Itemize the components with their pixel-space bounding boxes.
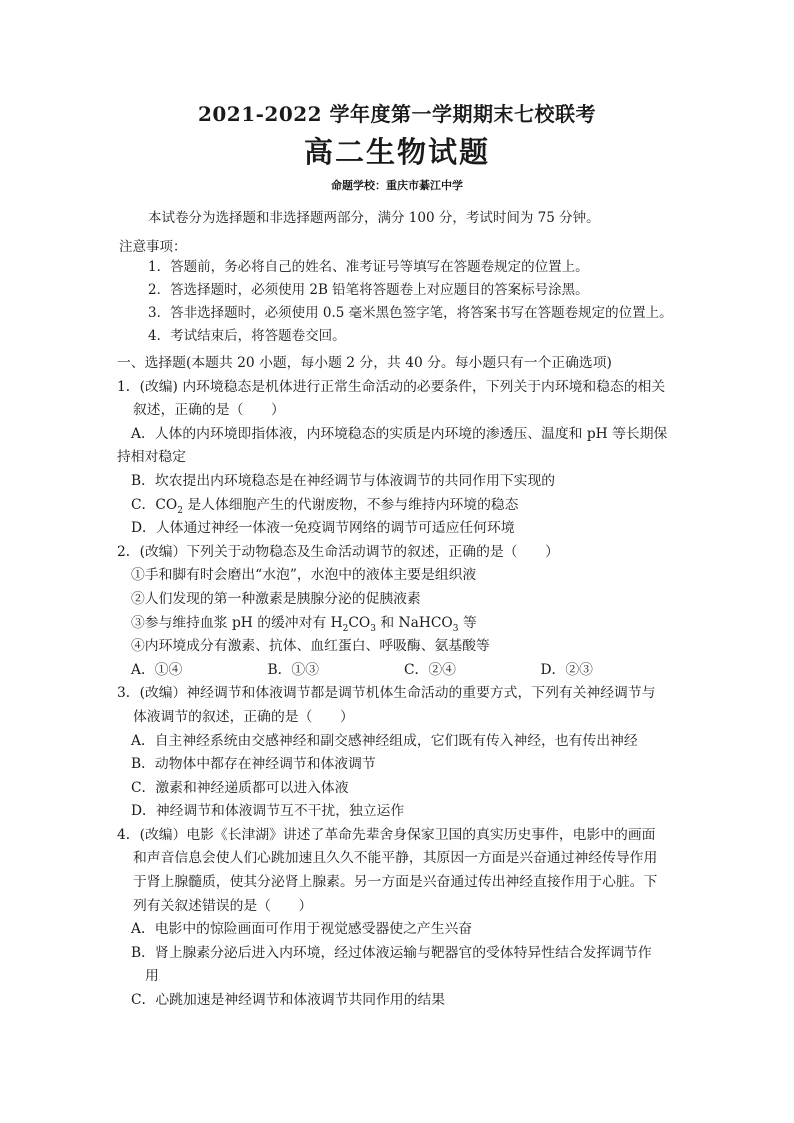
- option-a-cont: 持相对稳定: [117, 449, 186, 466]
- exam-title: 2021-2022 学年度第一学期期末七校联考: [197, 102, 597, 126]
- option-d: D．人体通过神经一体液一免疫调节网络的调节可适应任何环境: [131, 520, 515, 537]
- question-3: [117, 682, 677, 824]
- choice-c: C．②④: [404, 661, 456, 678]
- note-item: 1．答题前，务必将自己的姓名、准考证号等填写在答题卷规定的位置上。: [148, 259, 589, 275]
- answer-choices: [117, 659, 677, 683]
- statement-3: ③参与维持血浆 pH 的缓冲对有 $H_2CO_3$ 和 NaHCO$_3$ 等: [131, 614, 477, 634]
- question-stem-cont: 列有关叙述错误的是（ ）: [133, 897, 313, 914]
- question-stem: 2．(改编）下列关于动物稳态及生命活动调节的叙述，正确的是（ ）: [117, 543, 559, 560]
- question-content: [117, 352, 677, 1013]
- note-item: 4．考试结束后，将答题卷交回。: [148, 328, 346, 344]
- question-stem-cont: 和声音信息会使人们心跳加速且久久不能平静，其原因一方面是兴奋通过神经传导作用: [133, 850, 658, 867]
- option-d: D．神经调节和体液调节互不干扰，独立运作: [131, 803, 405, 820]
- statement-1: ①手和脚有时会磨出“水泡”，水泡中的液体主要是组织液: [131, 567, 477, 584]
- option-c: C．$CO_2$ 是人体细胞产生的代谢废物，不参与维持内环境的稳态: [131, 496, 519, 516]
- question-stem-cont: 体液调节的叙述，正确的是（ ）: [133, 708, 354, 725]
- question-2: [117, 541, 677, 683]
- option-a: A．自主神经系统由交感神经和副交感神经组成，它们既有传入神经，也有传出神经: [131, 732, 638, 749]
- section-title: 一、选择题(本题共 20 小题，每小题 2 分，共 40 分。每小题只有一个正确选项): [117, 355, 612, 371]
- exam-school: 命题学校：重庆市綦江中学: [331, 179, 463, 192]
- exam-subject-title: 高二生物试题: [303, 135, 490, 169]
- question-4: [117, 824, 677, 1013]
- option-b: B．肾上腺素分泌后进入内环境，经过体液运输与靶器官的受体特异性结合发挥调节作: [131, 944, 652, 961]
- choice-d: D．②③: [540, 661, 593, 678]
- question-stem-cont: 于肾上腺髓质，使其分泌肾上腺素。另一方面是兴奋通过传出神经直接作用于心脏。下: [133, 874, 658, 891]
- question-stem: 3．(改编）神经调节和体液调节都是调节机体生命活动的重要方式，下列有关神经调节与: [117, 685, 656, 702]
- choice-a: A．①④: [131, 661, 183, 678]
- option-a: A．电影中的惊险画面可作用于视觉感受器使之产生兴奋: [131, 921, 473, 938]
- option-b: B．动物体中都存在神经调节和体液调节: [131, 756, 376, 773]
- question-1: [117, 376, 677, 541]
- question-stem-cont: 叙述，正确的是（ ）: [133, 402, 285, 419]
- option-b-cont: 用: [145, 968, 159, 985]
- statement-4: ④内环境成分有激素、抗体、血红蛋白、呼吸酶、氨基酸等: [131, 638, 490, 655]
- note-item: 2．答选择题时，必须使用 2B 铅笔将答题卷上对应题目的答案标号涂黑。: [148, 282, 589, 298]
- option-c: C．激素和神经递质都可以进入体液: [131, 779, 349, 796]
- note-item: 3．答非选择题时，必须使用 0.5 毫米黑色签字笔，将答案书写在答题卷规定的位置上。: [148, 305, 673, 321]
- option-c: C．心跳加速是神经调节和体液调节共同作用的结果: [131, 992, 446, 1009]
- choice-b: B．①③: [267, 661, 320, 678]
- question-stem: 4．(改编）电影《长津湖》讲述了革命先辈舍身保家卫国的真实历史事件，电影中的画面: [117, 826, 656, 843]
- notes-heading: 注意事项：: [119, 239, 187, 255]
- question-stem: 1．(改编) 内环境稳态是机体进行正常生命活动的必要条件，下列关于内环境和稳态的相关: [117, 378, 666, 395]
- option-b: B．坎农提出内环境稳态是在神经调节与体液调节的共同作用下实现的: [131, 472, 556, 489]
- exam-intro: 本试卷分为选择题和非选择题两部分，满分 100 分，考试时间为 75 分钟。: [148, 210, 600, 226]
- notes-list: [148, 256, 673, 348]
- statement-2: ②人们发现的第一种激素是胰腺分泌的促胰液素: [131, 590, 421, 607]
- option-a: A．人体的内环境即指体液，内环境稳态的实质是内环境的渗透压、温度和 pH 等长期保: [131, 425, 668, 442]
